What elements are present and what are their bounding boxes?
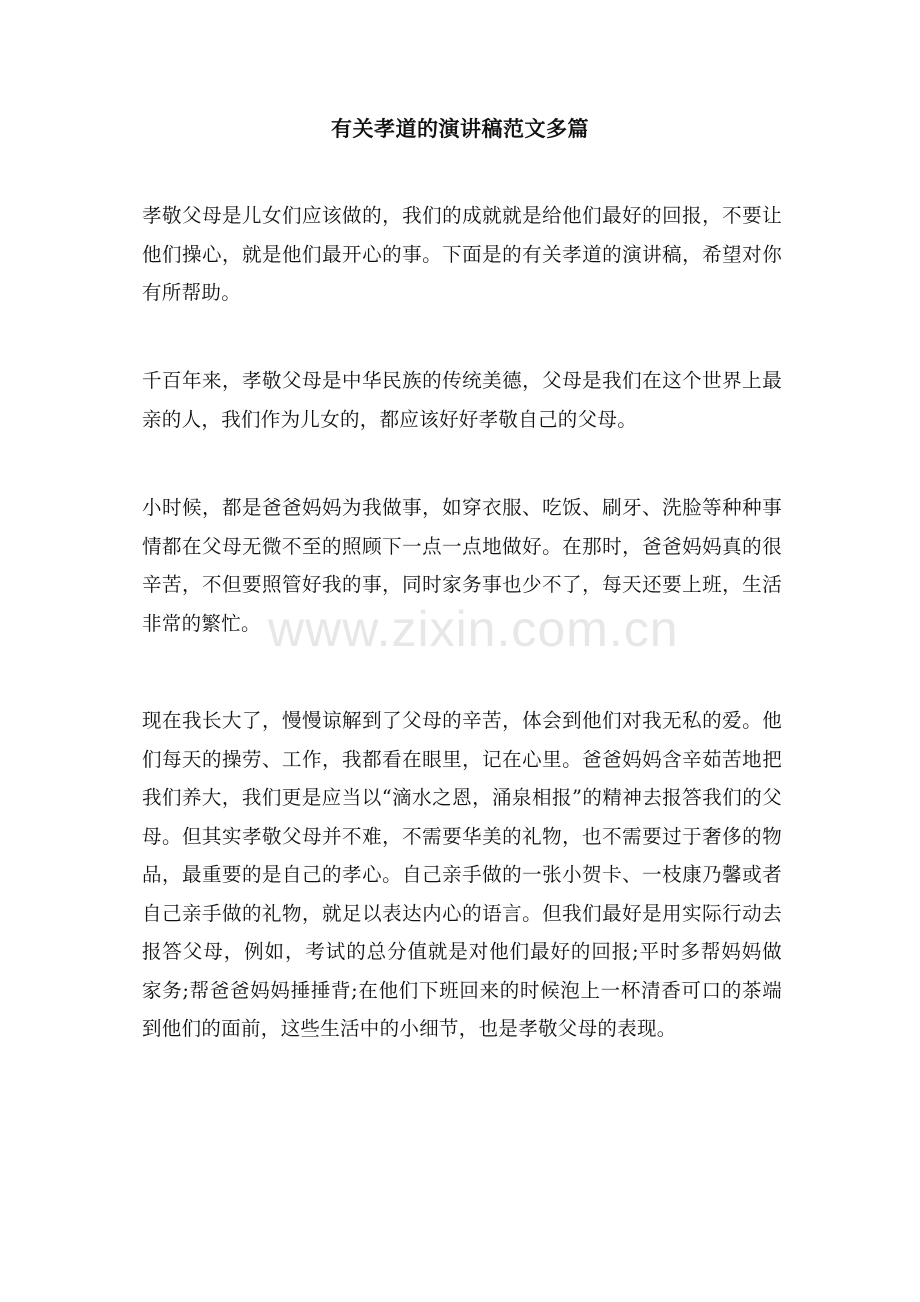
paragraph-3: 小时候，都是爸爸妈妈为我做事，如穿衣服、吃饭、刷牙、洗脸等种种事情都在父母无微不至的照顾下一点一点地做好。在那时，爸爸妈妈真的很辛苦，不但要照管好我的事，同时家务事也少不了，每天还要上班，生活非常的繁忙。 <box>142 496 782 635</box>
watermark: www.zixin.com.cn <box>268 601 679 657</box>
paragraph-4: 现在我长大了，慢慢谅解到了父母的辛苦，体会到他们对我无私的爱。他们每天的操劳、工作，我都看在眼里，记在心里。爸爸妈妈含辛茹苦地把我们养大，我们更是应当以“滴水之恩，涌泉相报”的精神去报答我们的父母。但其实孝敬父母并不难，不需要华美的礼物，也不需要过于奢侈的物品，最重要的是自己的孝心。自己亲手做的一张小贺卡、一枝康乃馨或者自己亲手做的礼物，就足以表达内心的语言。但我们最好是用实际行动去报答父母，例如，考试的总分值就是对他们最好的回报;平时多帮妈妈做家务;帮爸爸妈妈捶捶背;在他们下班回来的时候泡上一杯清香可口的茶端到他们的面前，这些生活中的小细节，也是孝敬父母的表现。 <box>142 709 782 1040</box>
paragraph-2: 千百年来，孝敬父母是中华民族的传统美德，父母是我们在这个世界上最亲的人，我们作为儿女的，都应该好好孝敬自己的父母。 <box>142 369 782 431</box>
paragraph-1: 孝敬父母是儿女们应该做的，我们的成就就是给他们最好的回报，不要让他们操心，就是他们最开心的事。下面是的有关孝道的演讲稿，希望对你有所帮助。 <box>142 204 782 304</box>
page-title: 有关孝道的演讲稿范文多篇 <box>331 116 589 141</box>
